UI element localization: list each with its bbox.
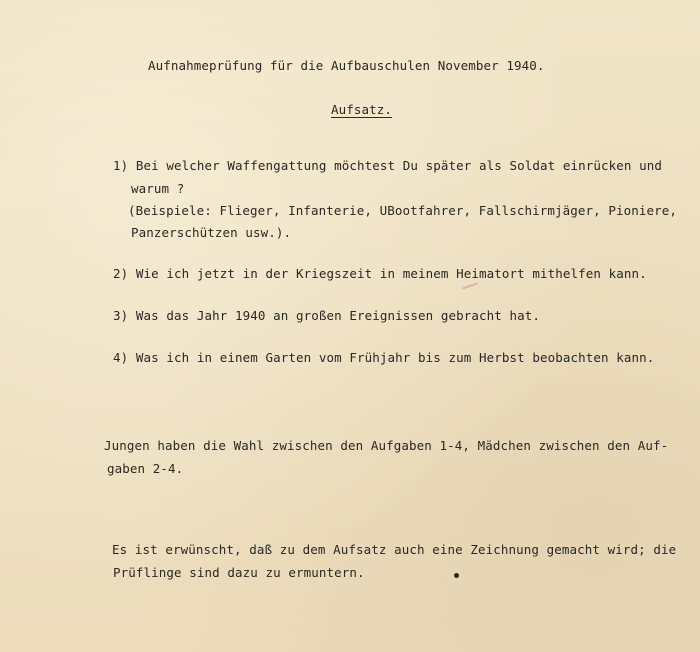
note-2-line-2: Prüflinge sind dazu zu ermuntern. xyxy=(113,565,365,580)
question-2: 2) Wie ich jetzt in der Kriegszeit in meinem Heimatort mithelfen kann. xyxy=(113,266,647,281)
note-2-line-1: Es ist erwünscht, daß zu dem Aufsatz auch eine Zeichnung gemacht wird; die xyxy=(112,542,677,557)
document-title: Aufnahmeprüfung für die Aufbauschulen November 1940. xyxy=(148,58,545,73)
question-1-line-1: 1) Bei welcher Waffengattung möchtest Du später als Soldat einrücken und xyxy=(113,158,663,173)
ink-dot xyxy=(454,573,459,578)
question-4: 4) Was ich in einem Garten vom Frühjahr bis zum Herbst beobachten kann. xyxy=(113,350,655,365)
document-subtitle: Aufsatz. xyxy=(331,102,393,117)
question-3: 3) Was das Jahr 1940 an großen Ereignissen gebracht hat. xyxy=(113,308,541,323)
question-1-line-2: warum ? xyxy=(131,181,185,196)
question-1-line-4: Panzerschützen usw.). xyxy=(131,225,292,240)
ink-mark xyxy=(462,282,478,289)
note-1-line-1: Jungen haben die Wahl zwischen den Aufgaben 1-4, Mädchen zwischen den Auf- xyxy=(104,438,669,453)
note-1-line-2: gaben 2-4. xyxy=(107,461,184,476)
question-1-line-3: (Beispiele: Flieger, Infanterie, UBootfahrer, Fallschirmjäger, Pioniere, xyxy=(128,203,678,218)
